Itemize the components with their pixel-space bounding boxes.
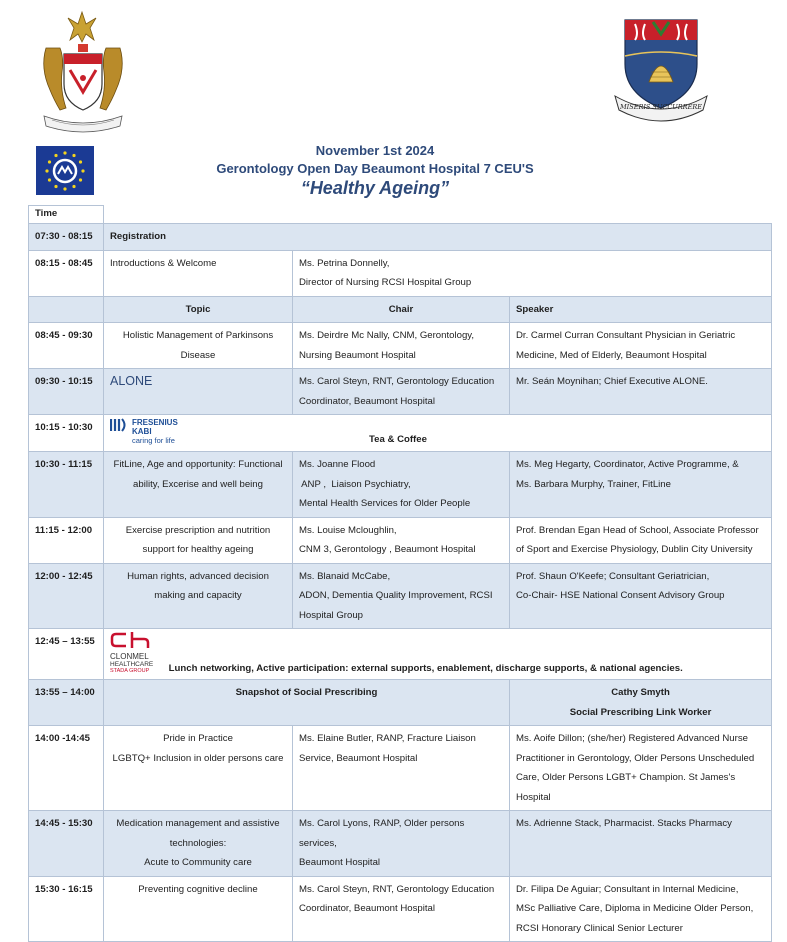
row-speaker [510, 680, 772, 726]
row-time: 12:45 – 13:55 [29, 629, 104, 680]
chair-line: Nursing Beaumont Hospital [299, 349, 416, 361]
speaker-line: Mr. Seán Moynihan; Chief Executive ALONE. [516, 376, 708, 387]
clonmel-icon [110, 631, 154, 649]
row-topic [104, 517, 293, 563]
topic-line: making and capacity [154, 590, 242, 601]
topic-line: Human rights, advanced decision [127, 570, 269, 582]
chair-line: Hospital Group [299, 609, 363, 621]
chair-line: Mental Health Services for Older People [299, 498, 471, 509]
chair-line: Ms. Deirdre Mc Nally, CNM, Gerontology, [299, 330, 475, 341]
crest-motto: MISERIS SUCCURRERE [620, 103, 702, 111]
speaker-line: of Sport and Exercise Physiology, Dublin City University [516, 544, 753, 555]
topic-line: LGBTQ+ Inclusion in older persons care [112, 752, 284, 764]
sponsor-name-line: FRESENIUS [132, 418, 178, 427]
chair-line: ANP , Liaison Psychiatry, [299, 478, 411, 490]
beaumont-crest-logo [38, 8, 128, 136]
speaker-line: Dr. Filipa De Aguiar; Consultant in Internal Medicine, [516, 883, 739, 895]
speaker-header: Speaker [510, 296, 772, 323]
speaker-line: Ms. Meg Hegarty, Coordinator, Active Programme, & [516, 459, 739, 470]
row-time: 10:30 - 11:15 [29, 452, 104, 518]
row-chair [293, 563, 510, 629]
topic-line: support for healthy ageing [142, 544, 254, 555]
fresenius-kabi-icon [110, 418, 128, 432]
row-chair [293, 726, 510, 811]
row-speaker [510, 517, 772, 563]
chair-line: Ms. Carol Steyn, RNT, Gerontology Education [299, 376, 495, 387]
topic-line: technologies: [169, 837, 227, 849]
row-chair [293, 876, 510, 942]
chair-header: Chair [293, 296, 510, 323]
row-chair [293, 369, 510, 415]
row-lunch [104, 629, 772, 680]
row-topic [104, 452, 293, 518]
table-row [29, 680, 772, 726]
row-speaker [510, 811, 772, 877]
row-chair [293, 323, 510, 369]
row-time: 10:15 - 10:30 [29, 415, 104, 452]
row-topic: Snapshot of Social Prescribing [104, 680, 510, 726]
speaker-line: Prof. Brendan Egan Head of School, Associate Professor [516, 524, 759, 536]
row-topic: ALONE [104, 369, 293, 415]
row-time: 14:00 -14:45 [29, 726, 104, 811]
table-row [29, 726, 772, 811]
speaker-line: Co-Chair- HSE National Consent Advisory Group [516, 590, 725, 601]
table-row [29, 369, 772, 415]
table-row [29, 415, 772, 452]
row-speaker [510, 563, 772, 629]
topic-line: ability, Excerise and well being [133, 478, 263, 490]
chair-line: ADON, Dementia Quality Improvement, RCSI [299, 590, 493, 601]
row-topic [104, 811, 293, 877]
miseris-succurrere-crest-logo [611, 16, 711, 131]
table-row [29, 452, 772, 518]
topic-line: Preventing cognitive decline [138, 883, 258, 895]
row-chair [293, 517, 510, 563]
row-time: 14:45 - 15:30 [29, 811, 104, 877]
topic-header: Topic [104, 296, 293, 323]
schedule-table [28, 205, 772, 942]
speaker-line: Hospital [516, 791, 551, 803]
row-time: 12:00 - 12:45 [29, 563, 104, 629]
speaker-line: Ms. Barbara Murphy, Trainer, FitLine [516, 478, 671, 490]
row-speaker [510, 369, 772, 415]
speaker-line: Cathy Smyth [611, 687, 670, 698]
speaker-line: Ms. Adrienne Stack, Pharmacist. Stacks Pharmacy [516, 818, 732, 829]
table-row [29, 563, 772, 629]
time-header: Time [29, 206, 104, 224]
header-spacer [104, 206, 772, 224]
event-title: Gerontology Open Day Beaumont Hospital 7 CEU'S [216, 161, 534, 176]
speaker-line: Social Prescribing Link Worker [569, 706, 712, 718]
chair-line: Ms. Blanaid McCabe, [299, 570, 391, 582]
row-topic: Introductions & Welcome [104, 250, 293, 296]
row-speaker [510, 323, 772, 369]
speaker-line: Dr. Carmel Curran Consultant Physician in Geriatric [516, 330, 736, 341]
chair-line: Director of Nursing RCSI Hospital Group [299, 277, 472, 288]
topic-line: Disease [180, 349, 216, 361]
chair-line: Ms. Carol Steyn, RNT, Gerontology Education [299, 883, 495, 895]
lunch-activity: Lunch networking, Active participation: external supports, enablement, discharge supports, & national agencies. [168, 663, 683, 674]
table-row [29, 629, 772, 680]
fresenius-kabi-logo [110, 418, 178, 446]
topic-line: FitLine, Age and opportunity: Functional [113, 459, 283, 470]
chair-line: Coordinator, Beaumont Hospital [299, 903, 435, 914]
speaker-line: Practitioner in Gerontology, Older Persons Unscheduled [516, 752, 755, 764]
row-chair [293, 811, 510, 877]
chair-line: Service, Beaumont Hospital [299, 752, 418, 764]
speaker-line: Ms. Aoife Dillon; (she/her) Registered Advanced Nurse [516, 733, 748, 744]
row-speaker [510, 452, 772, 518]
row-topic [104, 563, 293, 629]
row-break [104, 415, 772, 452]
chair-line: Ms. Elaine Butler, RANP, Fracture Liaison [299, 733, 476, 744]
topic-line: Acute to Community care [144, 857, 252, 868]
chair-line: Coordinator, Beaumont Hospital [299, 395, 435, 407]
chair-line: Ms. Joanne Flood [299, 459, 376, 470]
event-theme: “Healthy Ageing” [300, 178, 450, 198]
blank-header-cell [29, 296, 104, 323]
topic-line: Medication management and assistive [116, 818, 280, 829]
table-row [29, 250, 772, 296]
sponsor-tagline: caring for life [132, 436, 175, 445]
table-row [29, 517, 772, 563]
chair-line: CNM 3, Gerontology , Beaumont Hospital [299, 544, 476, 555]
row-topic: Registration [104, 224, 772, 251]
row-time: 11:15 - 12:00 [29, 517, 104, 563]
table-row [29, 876, 772, 942]
clonmel-healthcare-logo [110, 631, 162, 675]
table-header-row [29, 206, 772, 224]
sponsor-name-line: HEALTHCARE [110, 661, 154, 668]
row-chair [293, 452, 510, 518]
speaker-line: Care, Older Persons LGBT+ Champion. St James's [516, 772, 736, 783]
topic-line: Pride in Practice [163, 733, 233, 744]
table-row [29, 224, 772, 251]
column-header-row [29, 296, 772, 323]
row-speaker [510, 876, 772, 942]
row-topic [104, 726, 293, 811]
row-topic [104, 876, 293, 942]
table-row [29, 323, 772, 369]
chair-line: Ms. Carol Lyons, RANP, Older persons services, [299, 818, 465, 849]
chair-line: Beaumont Hospital [299, 857, 381, 868]
row-time: 08:15 - 08:45 [29, 250, 104, 296]
row-time: 07:30 - 08:15 [29, 224, 104, 251]
break-activity: Tea & Coffee [369, 434, 427, 445]
sponsor-name-line: CLONMEL [110, 652, 149, 661]
speaker-line: RCSI Honorary Clinical Senior Lecturer [516, 922, 683, 934]
topic-line: Holistic Management of Parkinsons [122, 330, 274, 341]
speaker-line: MSc Palliative Care, Diploma in Medicine Older Person, [516, 903, 754, 914]
speaker-line: Medicine, Med of Elderly, Beaumont Hospital [516, 349, 707, 361]
row-time: 13:55 – 14:00 [29, 680, 104, 726]
table-row [29, 811, 772, 877]
row-time: 15:30 - 16:15 [29, 876, 104, 942]
chair-line: Ms. Louise Mcloughlin, [299, 524, 397, 536]
topic-line: Exercise prescription and nutrition [125, 524, 271, 536]
sponsor-name-line: KABI [132, 427, 152, 436]
event-date: November 1st 2024 [315, 143, 435, 158]
speaker-line: Prof. Shaun O'Keefe; Consultant Geriatrician, [516, 570, 710, 582]
row-chair [293, 250, 772, 296]
sponsor-name-line: STADA GROUP [110, 668, 150, 674]
chair-line: Ms. Petrina Donnelly, [299, 257, 390, 269]
row-time: 08:45 - 09:30 [29, 323, 104, 369]
row-time: 09:30 - 10:15 [29, 369, 104, 415]
row-topic [104, 323, 293, 369]
row-speaker [510, 726, 772, 811]
